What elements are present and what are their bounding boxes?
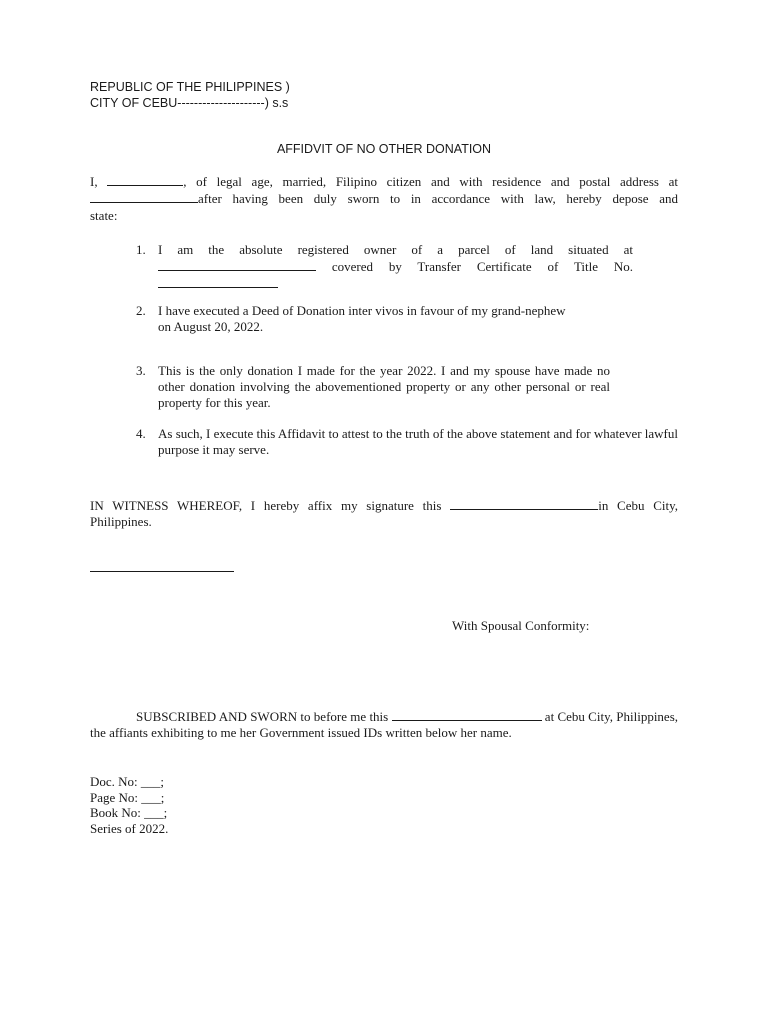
witness-paragraph <box>90 497 678 530</box>
intro-line-3: state: <box>90 208 118 223</box>
book-no: Book No: ___; <box>90 805 168 820</box>
subscribed-prefix: SUBSCRIBED AND SWORN to before me this <box>136 709 389 724</box>
intro-after-name: , of legal age, married, Filipino citizen and with residence and postal address at <box>183 174 679 189</box>
doc-no: Doc. No: ___; <box>90 774 165 789</box>
list-item-text <box>158 258 633 275</box>
witness-suffix: in Cebu City, Philippines. <box>90 498 679 529</box>
affiant-signature-line <box>90 571 234 572</box>
list-item-text <box>158 242 633 258</box>
tct-blank <box>158 275 278 288</box>
page-no: Page No: ___; <box>90 789 165 805</box>
intro-after-address: after having been duly sworn to in accordance with law, hereby depose and <box>198 191 678 206</box>
intro-paragraph <box>90 173 678 190</box>
list-item-number: 2. <box>136 303 146 318</box>
list-item-number: 4. <box>136 426 146 441</box>
witness-prefix: IN WITNESS WHEREOF, I hereby affix my signature this <box>90 498 442 513</box>
item1-text-a: I am the absolute registered owner of a parcel of land situated at <box>158 242 633 257</box>
item4-text: As such, I execute this Affidavit to attest to the truth of the above statement and for whatever lawful purpose it may serve. <box>158 426 678 457</box>
sworn-date-blank <box>392 708 542 721</box>
subscribed-paragraph <box>90 708 678 741</box>
document-title: AFFIDVIT OF NO OTHER DONATION <box>276 142 492 156</box>
item1-text-b: covered by Transfer Certificate of Title No. <box>331 259 634 274</box>
item2-line2: on August 20, 2022. <box>158 319 264 334</box>
notary-details <box>90 774 168 836</box>
header-city: CITY OF CEBU---------------------) s.s <box>90 96 289 110</box>
subscribed-suffix: at Cebu City, Philippines, the affiants exhibiting to me her Government issued IDs written below her name. <box>90 709 679 740</box>
header-republic: REPUBLIC OF THE PHILIPPINES ) <box>90 80 290 94</box>
intro-line-2 <box>90 190 678 207</box>
item2-line1: I have executed a Deed of Donation inter vivos in favour of my grand-nephew <box>158 303 566 318</box>
intro-prefix: I, <box>90 174 98 189</box>
date-blank <box>450 497 598 510</box>
list-item-number: 1. <box>136 242 146 257</box>
list-item-2 <box>136 303 633 335</box>
list-item-3 <box>136 363 633 411</box>
list-item-4 <box>136 426 678 458</box>
address-blank <box>90 190 198 203</box>
series: Series of 2022. <box>90 820 169 836</box>
list-item-text <box>158 275 633 292</box>
list-item-1 <box>136 242 633 292</box>
location-blank <box>158 258 316 271</box>
list-item-number: 3. <box>136 363 146 378</box>
spousal-conformity-label: With Spousal Conformity: <box>452 618 590 633</box>
item3-text: This is the only donation I made for the year 2022. I and my spouse have made no other donation involving the abovementioned property or any other personal or real property for this year. <box>158 363 610 410</box>
name-blank <box>107 173 183 186</box>
